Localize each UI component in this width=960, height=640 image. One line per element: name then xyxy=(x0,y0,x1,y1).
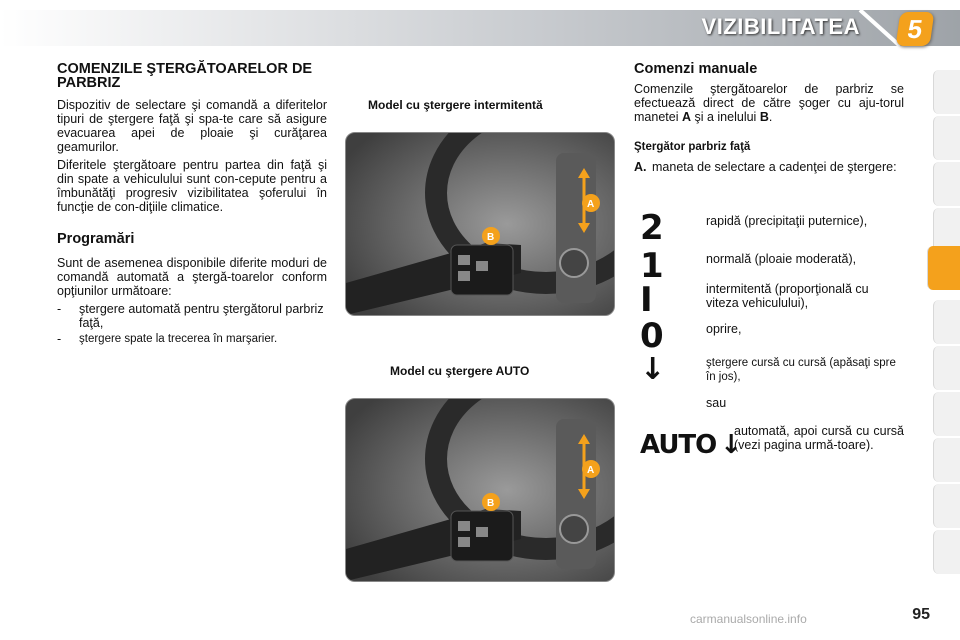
off-symbol: 0 xyxy=(640,316,664,356)
manual-controls-heading: Comenzi manuale xyxy=(634,61,758,77)
chapter-tab[interactable] xyxy=(933,70,960,114)
manual-controls-intro: Comenzile ştergătoarelor de parbriz se efectuează direct de către şoger cu aju-torul manetei A şi a inelului B. xyxy=(634,82,904,124)
page-header xyxy=(0,0,960,52)
wiper-stalk-illustration xyxy=(346,399,614,581)
description-paragraph: Diferitele ştergătoare pentru partea din faţă şi din spate a vehiculului sunt con-cepute pentru a îmbunătăţi progresiv vizibilitatea şoferului în funcţie de con-diţiile climatice. xyxy=(57,158,327,214)
option-text: intermitentă (proporţională cu viteza vehiculului), xyxy=(706,282,869,310)
speed-1-symbol: 1 xyxy=(640,246,664,286)
page-number: 95 xyxy=(912,606,930,623)
programs-paragraph: Sunt de asemenea disponibile diferite moduri de comandă automată a ştergă-toarelor conform opţiunilor următoare: xyxy=(57,256,327,298)
list-item: - ştergere automată pentru ştergătorul parbriz faţă, xyxy=(57,302,324,330)
front-wiper-subheading: Ştergător parbriz faţă xyxy=(634,141,751,153)
intro-paragraph: Dispozitiv de selectare şi comandă a diferitelor tipuri de ştergere faţă şi spa-te care să asigure evacuarea apei de ploaie şi curăţarea geamurilor. xyxy=(57,98,327,154)
chapter-tab[interactable] xyxy=(933,392,960,436)
chapter-tab[interactable] xyxy=(933,484,960,528)
chapter-tab[interactable] xyxy=(933,530,960,574)
chapter-tab[interactable] xyxy=(933,300,960,344)
option-text: normală (ploaie moderată), xyxy=(706,252,857,266)
section-title: VIZIBILITATEA xyxy=(701,14,860,39)
chapter-tab[interactable] xyxy=(933,116,960,160)
auto-label: AUTO xyxy=(640,430,717,460)
stalk-a-description: A. maneta de selectare a cadenţei de ştergere: xyxy=(634,160,897,174)
wiper-speed-options xyxy=(640,208,904,478)
chapter-tabs xyxy=(930,70,960,570)
caption-intermittent-model: Model cu ştergere intermitentă xyxy=(368,98,543,112)
speed-2-symbol: 2 xyxy=(640,208,664,248)
left-column xyxy=(57,62,327,348)
section-heading: COMENZILE ŞTERGĂTOARELOR DE PARBRIZ xyxy=(57,61,313,91)
or-text: sau xyxy=(706,396,727,410)
label-b-marker: B xyxy=(487,232,495,243)
intermittent-symbol: I xyxy=(640,280,653,320)
auto-symbol xyxy=(640,430,742,460)
right-column xyxy=(634,62,904,174)
chapter-tab[interactable] xyxy=(933,346,960,390)
watermark: carmanualsonline.info xyxy=(690,612,807,626)
programs-heading: Programări xyxy=(57,231,135,247)
down-arrow-icon: ↓ xyxy=(720,430,743,460)
option-text: oprire, xyxy=(706,322,742,336)
chapter-tab[interactable] xyxy=(933,438,960,482)
label-b-marker: B xyxy=(487,498,495,509)
down-arrow-icon: ↓ xyxy=(640,352,666,387)
chapter-tab[interactable] xyxy=(933,162,960,206)
caption-auto-model: Model cu ştergere AUTO xyxy=(390,364,530,378)
option-text: rapidă (precipitaţii puternice), xyxy=(706,214,868,228)
wiper-stalk-photo-intermittent xyxy=(345,132,615,316)
option-text: automată, apoi cursă cu cursă (vezi pagina urmă-toare). xyxy=(734,424,904,452)
label-a-marker: A xyxy=(587,199,595,210)
wiper-stalk-photo-auto xyxy=(345,398,615,582)
list-item: - ştergere spate la trecerea în marşarier. xyxy=(57,332,278,346)
chapter-tab-active[interactable] xyxy=(927,246,960,290)
label-a-marker: A xyxy=(587,465,595,476)
chapter-number-badge: 5 xyxy=(896,12,935,46)
wiper-stalk-illustration xyxy=(346,133,614,315)
option-text: ştergere cursă cu cursă (apăsaţi spre în jos), xyxy=(706,357,896,383)
